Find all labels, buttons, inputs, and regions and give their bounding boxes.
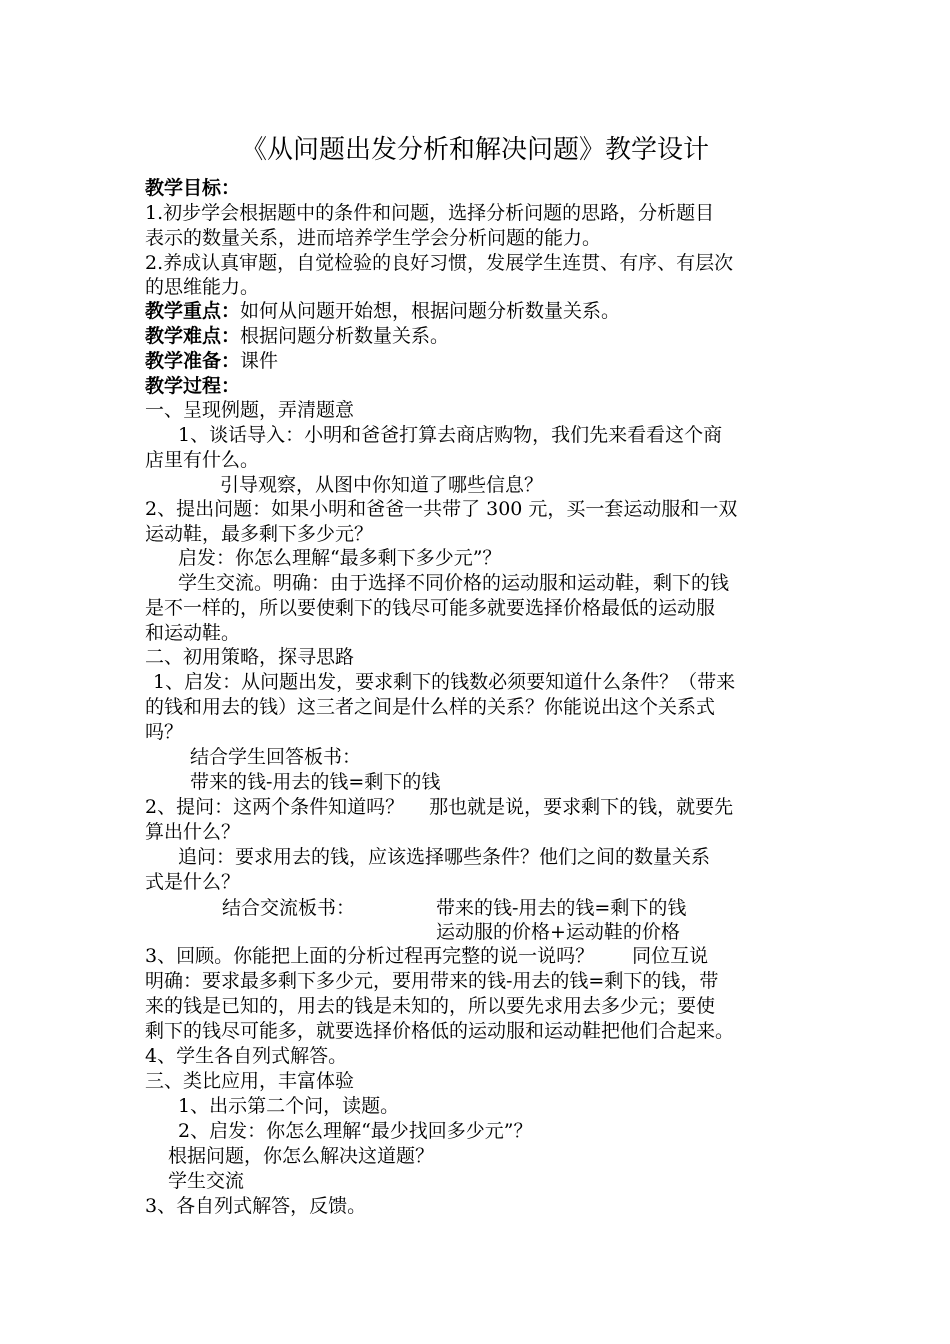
s3-para-3: 根据问题，你怎么解决这道题？ xyxy=(168,1145,435,1167)
s3-para-1: 1、出示第二个问，读题。 xyxy=(178,1095,400,1117)
s2-para-1-line-2: 的钱和用去的钱）这三者之间是什么样的关系？你能说出这个关系式 xyxy=(145,696,716,718)
s2-board-label: 结合交流板书： xyxy=(222,897,356,919)
difficulty-line xyxy=(145,324,449,348)
difficulty-label: 教学难点： xyxy=(145,325,241,347)
s2-para-4-line-2: 算出什么？ xyxy=(145,821,241,843)
goal-1-line-1: 1.初步学会根据题中的条件和问题，选择分析问题的思路，分析题目 xyxy=(145,202,715,224)
section-3-heading: 三、类比应用，丰富体验 xyxy=(145,1070,355,1092)
s1-para-3-line-1: 2、提出问题：如果小明和爸爸一共带了 300 元，买一套运动服和一双 xyxy=(145,498,738,520)
key-point-line xyxy=(145,299,620,323)
s2-para-1-line-3: 吗？ xyxy=(145,721,184,743)
s3-para-2: 2、启发：你怎么理解“最少找回多少元”？ xyxy=(178,1120,533,1142)
s2-para-7-line-4: 剩下的钱尽可能多，就要选择价格低的运动服和运动鞋把他们合起来。 xyxy=(145,1020,735,1042)
goal-2-line-2: 的思维能力。 xyxy=(145,276,260,298)
s2-para-5-line-1: 追问：要求用去的钱，应该选择哪些条件？他们之间的数量关系 xyxy=(178,846,711,868)
s1-para-5-line-3: 和运动鞋。 xyxy=(145,622,241,644)
s1-para-1-line-1: 1、谈话导入：小明和爸爸打算去商店购物，我们先来看看这个商 xyxy=(178,424,723,446)
document-title: 《从问题出发分析和解决问题》教学设计 xyxy=(240,135,709,165)
s1-para-5-line-2: 是不一样的，所以要使剩下的钱尽可能多就要选择价格最低的运动服 xyxy=(145,597,716,619)
key-point-text: 如何从问题开始想，根据问题分析数量关系。 xyxy=(240,300,621,322)
s1-para-5-line-1: 学生交流。明确：由于选择不同价格的运动服和运动鞋，剩下的钱 xyxy=(178,572,730,594)
key-point-label: 教学重点： xyxy=(145,300,241,322)
goal-2-line-1: 2.养成认真审题，自觉检验的良好习惯，发展学生连贯、有序、有层次 xyxy=(145,252,734,274)
s2-para-7-line-2: 明确：要求最多剩下多少元，要用带来的钱-用去的钱=剩下的钱，带 xyxy=(145,970,719,992)
goal-1-line-2: 表示的数量关系，进而培养学生学会分析问题的能力。 xyxy=(145,227,602,249)
s2-formula-1: 带来的钱-用去的钱=剩下的钱 xyxy=(190,771,441,793)
s2-board-formula-1: 带来的钱-用去的钱=剩下的钱 xyxy=(436,897,687,919)
s1-para-1-line-2: 店里有什么。 xyxy=(145,449,260,471)
s2-board-formula-2: 运动服的价格+运动鞋的价格 xyxy=(436,921,680,943)
s2-para-1-line-1: 1、启发：从问题出发，要求剩下的钱数必须要知道什么条件？（带来 xyxy=(153,671,736,693)
process-heading: 教学过程： xyxy=(145,375,241,397)
s2-para-7-line-3: 来的钱是已知的，用去的钱是未知的，所以要先求用去多少元；要使 xyxy=(145,995,716,1017)
s2-para-8: 4、学生各自列式解答。 xyxy=(145,1045,348,1067)
s2-para-7-line-1: 3、回顾。你能把上面的分析过程再完整的说一说吗？ 同位互说 xyxy=(145,945,709,967)
goals-heading: 教学目标： xyxy=(145,177,241,199)
s2-para-5-line-2: 式是什么？ xyxy=(145,871,241,893)
s2-para-2: 结合学生回答板书： xyxy=(190,746,362,768)
s3-para-4: 学生交流 xyxy=(168,1170,245,1192)
section-2-heading: 二、初用策略，探寻思路 xyxy=(145,646,355,668)
preparation-line xyxy=(145,349,278,373)
s3-para-5: 3、各自列式解答，反馈。 xyxy=(145,1195,367,1217)
s2-para-4-line-1: 2、提问：这两个条件知道吗？ 那也就是说，要求剩下的钱，就要先 xyxy=(145,796,734,818)
preparation-label: 教学准备： xyxy=(145,350,241,372)
preparation-text: 课件 xyxy=(240,350,279,372)
s1-para-2: 引导观察，从图中你知道了哪些信息？ xyxy=(220,474,544,496)
s1-para-4: 启发：你怎么理解“最多剩下多少元”？ xyxy=(178,547,502,569)
section-1-heading: 一、呈现例题，弄清题意 xyxy=(145,399,355,421)
difficulty-text: 根据问题分析数量关系。 xyxy=(240,325,450,347)
s1-para-3-line-2: 运动鞋，最多剩下多少元？ xyxy=(145,523,374,545)
